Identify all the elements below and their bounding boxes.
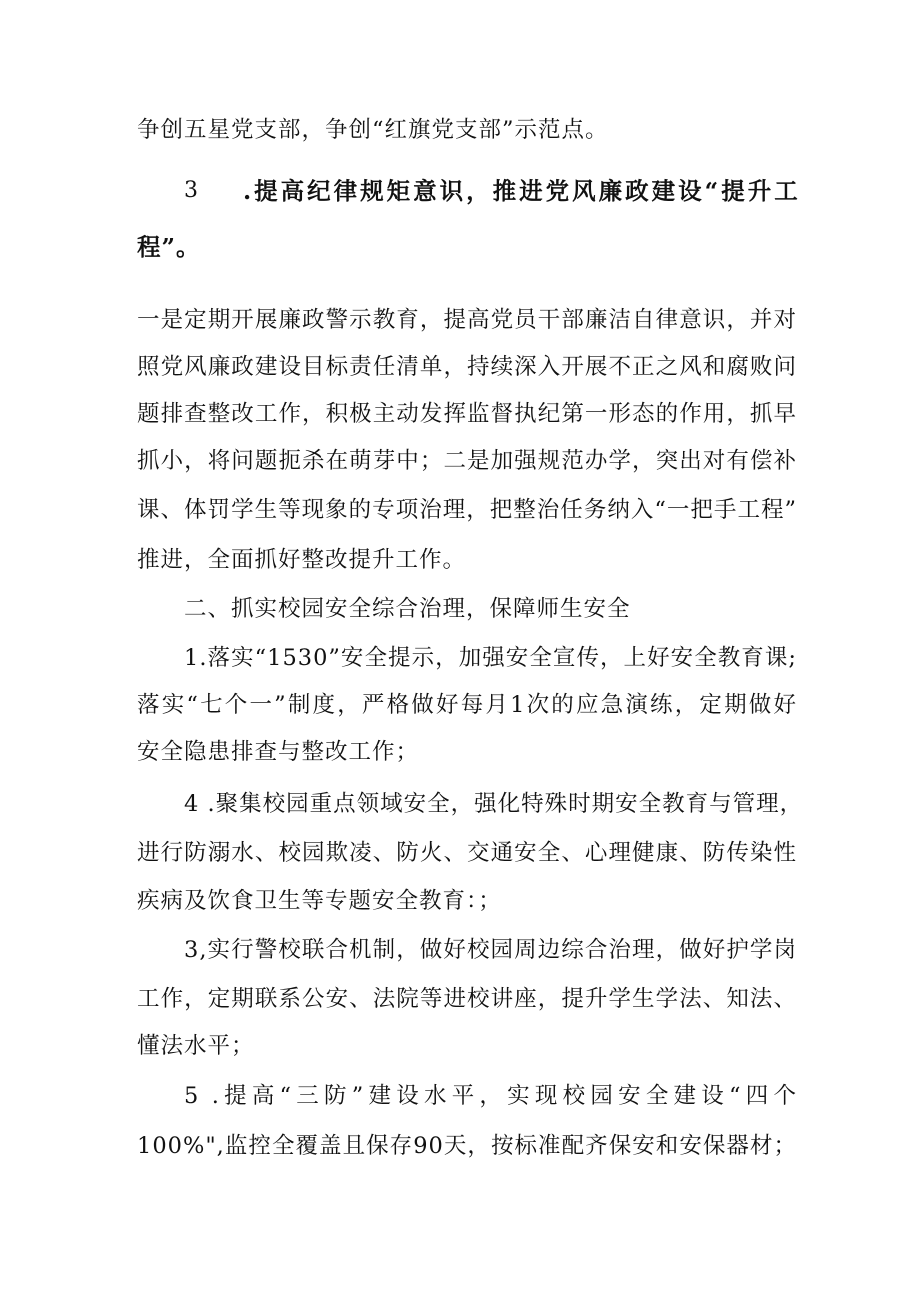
paragraph-line: 1.落实“1530”安全提示，加强安全宣传，上好安全教育课;	[184, 645, 797, 671]
section-heading-continuation: 程”。	[137, 233, 201, 261]
paragraph-line: 推进，全面抓好整改提升工作。	[137, 547, 467, 573]
paragraph-line: 3,实行警校联合机制，做好校园周边综合治理，做好护学岗	[184, 937, 797, 963]
section-title: 二、抓实校园安全综合治理，保障师生安全	[184, 596, 631, 622]
paragraph-line: 100%",监控全覆盖且保存90天，按标准配齐保安和安保器材；	[137, 1133, 797, 1159]
paragraph-line: 4 .聚集校园重点领域安全，强化特殊时期安全教育与管理，	[184, 791, 804, 817]
paragraph-line: 一是定期开展廉政警示教育，提高党员干部廉洁自律意识，并对	[137, 307, 797, 333]
paragraph-line: 争创五星党支部，争创“红旗党支部”示范点。	[137, 117, 609, 143]
paragraph-line: 工作，定期联系公安、法院等进校讲座，提升学生学法、知法、	[137, 986, 797, 1012]
paragraph-line: 题排查整改工作，积极主动发挥监督执纪第一形态的作用，抓早	[137, 401, 797, 427]
paragraph-line: 安全隐患排查与整改工作；	[137, 739, 420, 765]
paragraph-line: 落实“七个一”制度，严格做好每月1次的应急演练，定期做好	[137, 692, 797, 718]
section-heading: .提高纪律规矩意识，推进党风廉政建设“提升工	[243, 177, 801, 205]
paragraph-line: 课、体罚学生等现象的专项治理，把整治任务纳入“一把手工程”	[137, 497, 797, 523]
heading-number: 3	[184, 178, 198, 203]
paragraph-line: 疾病及饮食卫生等专题安全教育：；	[137, 888, 502, 914]
paragraph-line: 进行防溺水、校园欺凌、防火、交通安全、心理健康、防传染性	[137, 840, 797, 866]
paragraph-line: 5 .提高“三防”建设水平，实现校园安全建设“四个	[184, 1083, 797, 1109]
paragraph-line: 照党风廉政建设目标责任清单，持续深入开展不正之风和腐败问	[137, 354, 797, 380]
paragraph-line: 抓小，将问题扼杀在萌芽中；二是加强规范办学，突出对有偿补	[137, 448, 797, 474]
paragraph-line: 懂法水平；	[137, 1033, 255, 1059]
